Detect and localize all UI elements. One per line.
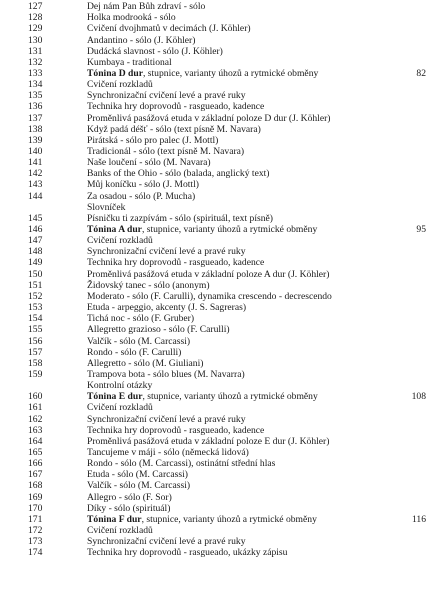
entry-number: 171: [28, 513, 43, 525]
entry-number: 135: [28, 90, 43, 102]
entry-number: 147: [28, 235, 43, 247]
contents-entry: [0, 547, 435, 558]
entry-number: 164: [28, 435, 43, 447]
page-number: 108: [411, 391, 426, 403]
entry-title: [87, 514, 317, 525]
contents-entry: [0, 469, 435, 480]
entry-title: Synchronizační cvičení levé a pravé ruky: [87, 413, 246, 425]
contents-entry: [0, 23, 435, 34]
entry-title: Dudácká slavnost - sólo (J. Köhler): [87, 45, 223, 57]
entry-number: 169: [28, 491, 43, 503]
entry-title: Díky - sólo (spirituál): [87, 502, 171, 514]
entry-number: 136: [28, 101, 43, 113]
key-heading: Tónina A dur: [87, 224, 142, 235]
entry-title: Rondo - sólo (M. Carcassi), ostinátní střední hlas: [87, 458, 276, 470]
contents-entry: [0, 157, 435, 168]
entry-title: Kumbaya - traditional: [87, 56, 172, 68]
entry-title-rest: , stupnice, varianty úhozů a rytmické obměny: [141, 224, 318, 235]
entry-number: 173: [28, 536, 43, 548]
entry-number: 132: [28, 56, 43, 68]
entry-title: Etuda - arpeggio, akcenty (J. S. Sagreras): [87, 302, 247, 314]
entry-number: 151: [28, 279, 43, 291]
contents-entry: [0, 202, 435, 213]
entry-title: Synchronizační cvičení levé a pravé ruky: [87, 536, 246, 548]
entry-title: Když padá déšť - sólo (text písně M. Navara): [87, 123, 261, 135]
entry-title: Proměnlivá pasážová etuda v základní poloze A dur (J. Köhler): [87, 268, 330, 280]
entry-number: 153: [28, 302, 43, 314]
entry-number: 133: [28, 67, 43, 79]
entry-title: Synchronizační cvičení levé a pravé ruky: [87, 90, 246, 102]
entry-number: 150: [28, 268, 43, 280]
contents-entry: [0, 79, 435, 90]
entry-number: 157: [28, 346, 43, 358]
entry-title-rest: , stupnice, varianty úhozů a rytmické obměny: [142, 391, 318, 403]
contents-entry: [0, 12, 435, 23]
entry-number: 141: [28, 157, 43, 169]
entry-number: 131: [28, 45, 43, 57]
entry-title: Valčík - sólo (M. Carcassi): [87, 335, 191, 347]
entry-title: Cvičení rozkladů: [87, 525, 153, 537]
contents-entry: [0, 35, 435, 46]
entry-number: 152: [28, 290, 43, 302]
entry-title: Cvičení rozkladů: [87, 79, 153, 90]
entry-title: Banks of the Ohio - sólo (balada, anglický text): [87, 168, 270, 180]
contents-entry: [0, 101, 435, 112]
contents-entry: [0, 514, 435, 525]
entry-title: Technika hry doprovodů - rasgueado, kadence: [87, 101, 265, 113]
contents-entry: [0, 146, 435, 157]
contents-entry: [0, 369, 435, 380]
entry-number: 170: [28, 502, 43, 514]
entry-number: 130: [28, 34, 43, 46]
entry-number: 154: [28, 313, 43, 325]
contents-entry: [0, 336, 435, 347]
contents-entry: [0, 135, 435, 146]
contents-entry: [0, 280, 435, 291]
entry-title: Dej nám Pan Bůh zdraví - sólo: [87, 1, 206, 12]
contents-entry: [0, 313, 435, 324]
contents-entry: [0, 525, 435, 536]
entry-title: Proměnlivá pasážová etuda v základní poloze E dur (J. Köhler): [87, 435, 330, 447]
entry-title: Za osadou - sólo (P. Mucha): [87, 190, 196, 202]
entry-number: 160: [28, 391, 43, 403]
entry-title: Tichá noc - sólo (F. Gruber): [87, 313, 195, 325]
entry-number: 158: [28, 357, 43, 369]
entry-number: 167: [28, 469, 43, 481]
contents-entry: [0, 492, 435, 503]
contents-entry: [0, 480, 435, 491]
entry-number: 163: [28, 424, 43, 436]
contents-entry: [0, 269, 435, 280]
contents-entry: [0, 57, 435, 68]
entry-number: 137: [28, 112, 43, 124]
entry-title: Cvičení rozkladů: [87, 235, 153, 247]
entry-title: Slovníček: [87, 201, 126, 213]
entry-number: 161: [28, 402, 43, 414]
entry-title: Andantino - sólo (J. Köhler): [87, 34, 196, 46]
entry-number: 155: [28, 324, 43, 336]
entry-title: Allegretto - sólo (M. Giuliani): [87, 357, 204, 369]
contents-entry: [0, 402, 435, 413]
contents-entry: [0, 168, 435, 179]
key-heading: Tónina F dur: [87, 513, 142, 525]
contents-entry: [0, 380, 435, 391]
contents-entry: [0, 391, 435, 402]
entry-title: Technika hry doprovodů - rasgueado, ukázky zápisu: [87, 547, 288, 559]
contents-entry: [0, 90, 435, 101]
entry-number: 146: [28, 224, 43, 235]
entry-title: Cvičení dvojhmatů v decimách (J. Köhler): [87, 23, 251, 35]
entry-title: Etuda - sólo (M. Carcassi): [87, 469, 188, 481]
contents-entry: [0, 246, 435, 257]
entry-title: Trampova bota - sólo blues (M. Navarra): [87, 368, 245, 380]
entry-title: Allegretto grazioso - sólo (F. Carulli): [87, 324, 230, 336]
entry-title: [87, 224, 317, 235]
contents-entry: [0, 68, 435, 79]
entry-title: Písničku ti zazpívám - sólo (spirituál, text písně): [87, 212, 273, 224]
contents-entry: [0, 503, 435, 514]
entry-number: 140: [28, 146, 43, 157]
entry-title: Moderato - sólo (F. Carulli), dynamika crescendo - decrescendo: [87, 290, 332, 302]
entry-title: Technika hry doprovodů - rasgueado, kadence: [87, 424, 265, 436]
entry-title: Pirátská - sólo pro palec (J. Mottl): [87, 134, 219, 146]
entry-title: Židovský tanec - sólo (anonym): [87, 279, 210, 291]
contents-entry: [0, 257, 435, 268]
entry-title: [87, 68, 318, 79]
contents-entry: [0, 224, 435, 235]
entry-title-rest: , stupnice, varianty úhozů a rytmické obměny: [142, 67, 319, 79]
contents-entry: [0, 124, 435, 135]
entry-number: 127: [28, 1, 43, 12]
key-heading: Tónina D dur: [87, 67, 143, 79]
entry-number: 144: [28, 190, 43, 202]
contents-entry: [0, 191, 435, 202]
entry-number: 139: [28, 134, 43, 146]
contents-entry: [0, 1, 435, 12]
page-number: 82: [416, 67, 426, 79]
contents-entry: [0, 536, 435, 547]
contents-entry: [0, 447, 435, 458]
entry-title: Proměnlivá pasážová etuda v základní poloze D dur (J. Köhler): [87, 112, 331, 124]
contents-entry: [0, 324, 435, 335]
entry-title: Kontrolní otázky: [87, 380, 153, 392]
key-heading: Tónina E dur: [87, 391, 143, 403]
contents-entry: [0, 347, 435, 358]
contents-entry: [0, 213, 435, 224]
page-number: 116: [411, 513, 426, 525]
contents-entry: [0, 436, 435, 447]
contents-entry: [0, 414, 435, 425]
entry-title: Technika hry doprovodů - rasgueado, kadence: [87, 257, 265, 269]
entry-number: 129: [28, 23, 43, 35]
entry-number: 148: [28, 246, 43, 258]
entry-number: 142: [28, 168, 43, 180]
entry-number: 159: [28, 368, 43, 380]
contents-entry: [0, 113, 435, 124]
entry-title: Synchronizační cvičení levé a pravé ruky: [87, 246, 246, 258]
contents-entry: [0, 235, 435, 246]
entry-title: Valčík - sólo (M. Carcassi): [87, 480, 191, 492]
contents-entry: [0, 291, 435, 302]
entry-title: Tradicionál - sólo (text písně M. Navara): [87, 146, 245, 157]
entry-number: 145: [28, 212, 43, 224]
entry-title: Allegro - sólo (F. Sor): [87, 491, 172, 503]
entry-title: Tancujeme v máji - sólo (německá lidová): [87, 447, 249, 458]
contents-entry: [0, 425, 435, 436]
entry-number: 134: [28, 79, 43, 90]
entry-number: 162: [28, 413, 43, 425]
entry-number: 168: [28, 480, 43, 492]
contents-entry: [0, 179, 435, 190]
entry-number: 156: [28, 335, 43, 347]
page-number: 95: [416, 224, 426, 235]
entry-title: Můj koníčku - sólo (J. Mottl): [87, 179, 199, 191]
entry-title: [87, 391, 318, 402]
entry-number: 172: [28, 525, 43, 537]
entry-number: 138: [28, 123, 43, 135]
entry-number: 174: [28, 547, 43, 559]
contents-entry: [0, 358, 435, 369]
entry-number: 128: [28, 12, 43, 24]
entry-number: 143: [28, 179, 43, 191]
contents-entry: [0, 302, 435, 313]
entry-title: Rondo - sólo (F. Carulli): [87, 346, 182, 358]
entry-title-rest: , stupnice, varianty úhozů a rytmické obměny: [141, 513, 317, 525]
contents-entry: [0, 458, 435, 469]
entry-title: Naše loučení - sólo (M. Navara): [87, 157, 211, 169]
entry-number: 149: [28, 257, 43, 269]
entry-number: 165: [28, 447, 43, 458]
entry-number: 166: [28, 458, 43, 470]
contents-entry: [0, 46, 435, 57]
entry-title: Holka modrooká - sólo: [87, 12, 176, 24]
entry-title: Cvičení rozkladů: [87, 402, 153, 414]
